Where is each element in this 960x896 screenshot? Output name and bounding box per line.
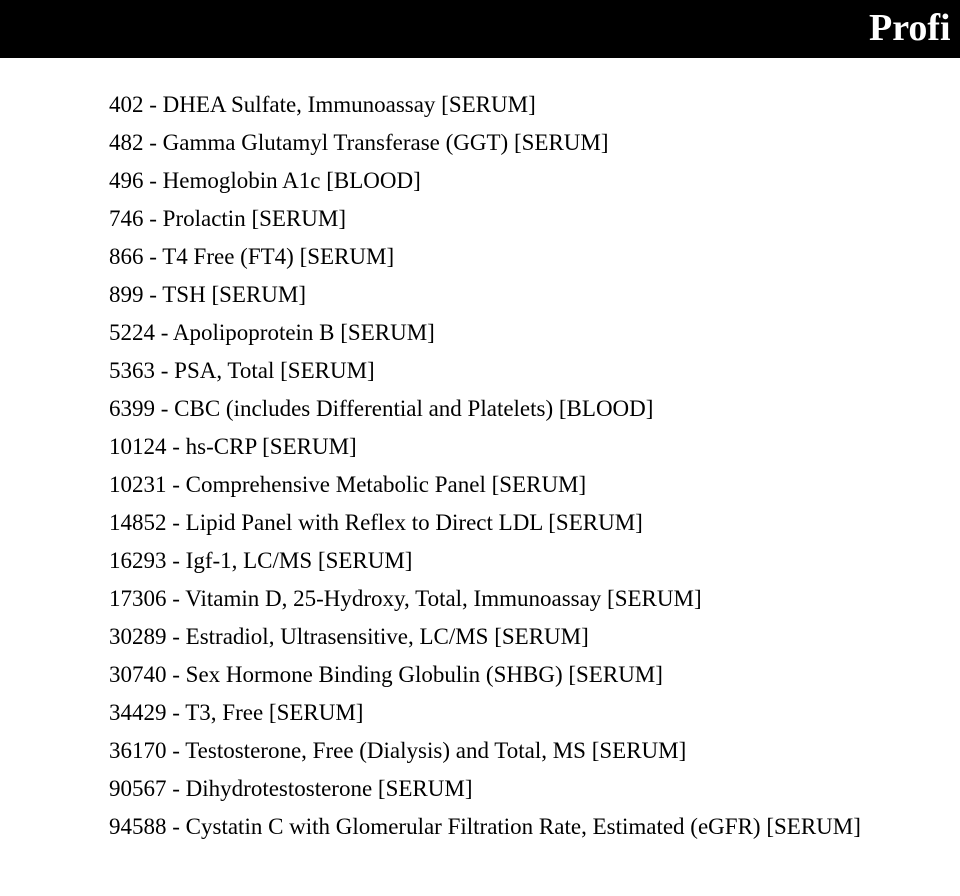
test-item: 17306 - Vitamin D, 25-Hydroxy, Total, Immunoassay [SERUM] — [109, 586, 702, 611]
test-item: 866 - T4 Free (FT4) [SERUM] — [109, 244, 395, 269]
test-item: 5224 - Apolipoprotein B [SERUM] — [109, 320, 435, 345]
test-item: 30740 - Sex Hormone Binding Globulin (SHBG) [SERUM] — [109, 662, 663, 687]
test-item: 10124 - hs-CRP [SERUM] — [109, 434, 357, 459]
test-item: 402 - DHEA Sulfate, Immunoassay [SERUM] — [109, 92, 536, 117]
test-item: 14852 - Lipid Panel with Reflex to Direct LDL [SERUM] — [109, 510, 643, 535]
test-item: 10231 - Comprehensive Metabolic Panel [SERUM] — [109, 472, 587, 497]
test-item: 94588 - Cystatin C with Glomerular Filtration Rate, Estimated (eGFR) [SERUM] — [109, 814, 861, 839]
test-item: 36170 - Testosterone, Free (Dialysis) and Total, MS [SERUM] — [109, 738, 687, 763]
header-bar — [0, 0, 960, 58]
test-item: 5363 - PSA, Total [SERUM] — [109, 358, 375, 383]
test-item: 482 - Gamma Glutamyl Transferase (GGT) [SERUM] — [109, 130, 609, 155]
test-item: 746 - Prolactin [SERUM] — [109, 206, 347, 231]
test-item: 34429 - T3, Free [SERUM] — [109, 700, 364, 725]
page-title: Profi — [869, 7, 951, 49]
test-item: 90567 - Dihydrotestosterone [SERUM] — [109, 776, 473, 801]
test-list — [109, 86, 861, 846]
test-item: 16293 - Igf-1, LC/MS [SERUM] — [109, 548, 413, 573]
test-item: 30289 - Estradiol, Ultrasensitive, LC/MS [SERUM] — [109, 624, 589, 649]
test-item: 6399 - CBC (includes Differential and Platelets) [BLOOD] — [109, 396, 654, 421]
test-item: 496 - Hemoglobin A1c [BLOOD] — [109, 168, 421, 193]
test-item: 899 - TSH [SERUM] — [109, 282, 307, 307]
